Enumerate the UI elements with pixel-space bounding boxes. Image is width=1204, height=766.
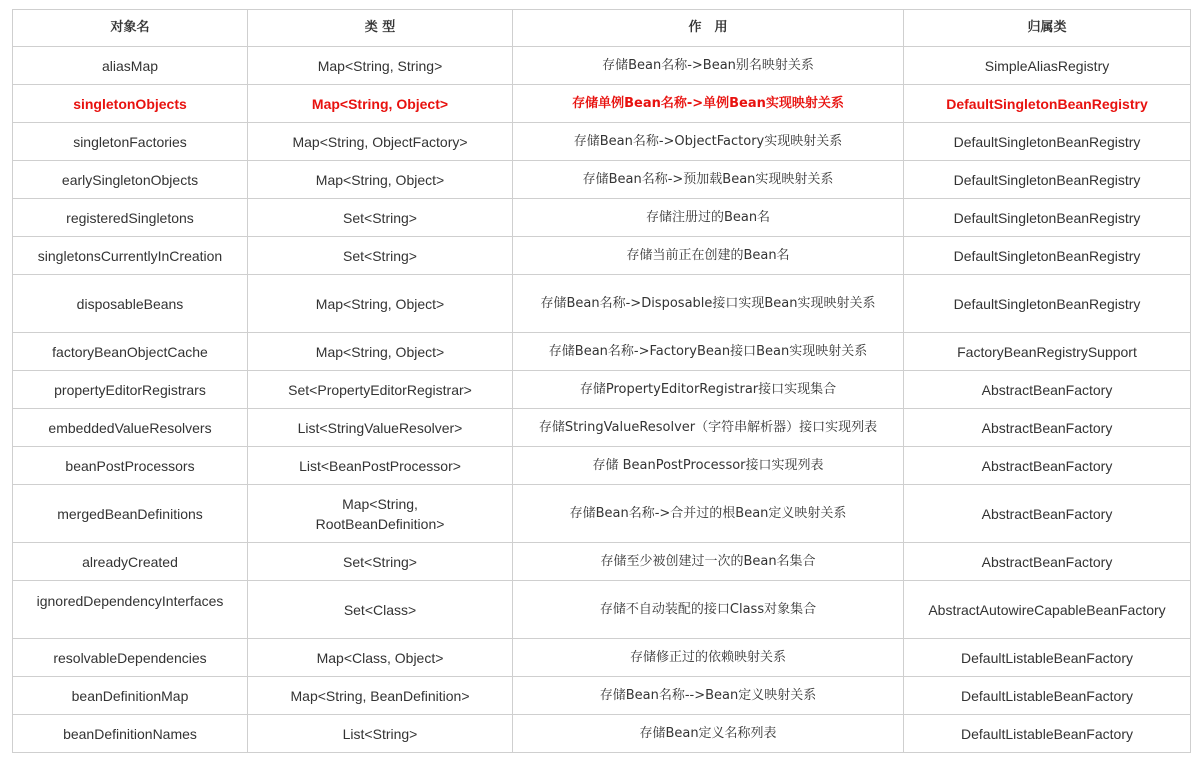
table-row	[13, 123, 1191, 161]
cell-type	[248, 447, 513, 485]
table-row	[13, 715, 1191, 753]
cell-object-name	[13, 275, 248, 333]
cell-type	[248, 677, 513, 715]
cell-owner-class-text: AbstractBeanFactory	[981, 505, 1113, 522]
table-row	[13, 447, 1191, 485]
cell-type	[248, 333, 513, 371]
cell-owner-class-text: DefaultSingletonBeanRegistry	[946, 95, 1148, 112]
cell-object-name	[13, 543, 248, 581]
cell-owner-class	[904, 237, 1191, 275]
cell-owner-class-text: AbstractBeanFactory	[981, 381, 1113, 398]
cell-type	[248, 237, 513, 275]
cell-owner-class-text: DefaultListableBeanFactory	[961, 649, 1133, 666]
cell-purpose	[513, 485, 904, 543]
table-row	[13, 161, 1191, 199]
cell-object-name	[13, 333, 248, 371]
cell-purpose-text: 存储Bean名称->合并过的根Bean定义映射关系	[569, 505, 847, 521]
table-row	[13, 371, 1191, 409]
header-row	[13, 10, 1191, 47]
cell-owner-class	[904, 47, 1191, 85]
cell-object-name-text: singletonFactories	[73, 133, 187, 150]
cell-owner-class-text: FactoryBeanRegistrySupport	[957, 343, 1137, 360]
cell-owner-class	[904, 581, 1191, 639]
cell-type	[248, 371, 513, 409]
cell-type-text: Set<Class>	[343, 601, 417, 618]
cell-purpose	[513, 161, 904, 199]
cell-object-name	[13, 447, 248, 485]
cell-owner-class-text: AbstractBeanFactory	[981, 457, 1113, 474]
cell-object-name	[13, 237, 248, 275]
cell-owner-class	[904, 85, 1191, 123]
cell-type-text: Map<String, Object>	[315, 295, 445, 312]
table-row	[13, 485, 1191, 543]
cell-type-text: Set<String>	[343, 553, 417, 570]
cell-type	[248, 715, 513, 753]
cell-owner-class-text: DefaultSingletonBeanRegistry	[953, 247, 1141, 264]
cell-owner-class-text: AbstractBeanFactory	[981, 419, 1113, 436]
cell-type	[248, 123, 513, 161]
cell-owner-class	[904, 409, 1191, 447]
cell-type	[248, 199, 513, 237]
cell-owner-class-text: DefaultSingletonBeanRegistry	[953, 295, 1141, 312]
cell-owner-class	[904, 639, 1191, 677]
cell-type	[248, 47, 513, 85]
cell-type-text: List<BeanPostProcessor>	[299, 457, 461, 474]
table-body	[13, 47, 1191, 753]
table-row	[13, 237, 1191, 275]
cell-purpose	[513, 123, 904, 161]
cell-purpose	[513, 237, 904, 275]
table-row	[13, 409, 1191, 447]
cell-purpose-text: 存储Bean名称->ObjectFactory实现映射关系	[573, 133, 843, 149]
cell-type	[248, 581, 513, 639]
table-row	[13, 639, 1191, 677]
cell-type-text: Map<String, BeanDefinition>	[290, 687, 470, 704]
cell-purpose-text: 存储Bean名称-->Bean定义映射关系	[599, 687, 817, 703]
cell-purpose	[513, 333, 904, 371]
cell-purpose-text: 存储Bean名称->FactoryBean接口Bean实现映射关系	[548, 343, 868, 359]
cell-owner-class	[904, 371, 1191, 409]
cell-purpose-text: 存储至少被创建过一次的Bean名集合	[600, 553, 816, 569]
cell-purpose-text: 存储PropertyEditorRegistrar接口实现集合	[579, 381, 837, 397]
cell-object-name-text: beanDefinitionMap	[71, 687, 189, 704]
table-row	[13, 581, 1191, 639]
cell-owner-class	[904, 333, 1191, 371]
cell-owner-class-text: DefaultListableBeanFactory	[961, 687, 1133, 704]
cell-object-name-text: beanPostProcessors	[65, 457, 195, 474]
header-type: 类 型	[248, 10, 513, 47]
cell-object-name-text: singletonsCurrentlyInCreation	[37, 247, 223, 264]
cell-object-name	[13, 715, 248, 753]
cell-object-name-text: singletonObjects	[73, 95, 187, 112]
cell-type-text: List<String>	[342, 725, 418, 742]
cell-object-name	[13, 677, 248, 715]
cell-object-name-text: factoryBeanObjectCache	[52, 343, 208, 360]
table-row	[13, 543, 1191, 581]
cell-type	[248, 485, 513, 543]
cell-purpose	[513, 47, 904, 85]
cell-object-name	[13, 371, 248, 409]
cell-type-text: Map<String, Object>	[311, 95, 449, 112]
cell-purpose	[513, 447, 904, 485]
cell-owner-class	[904, 199, 1191, 237]
cell-object-name-text: resolvableDependencies	[53, 649, 207, 666]
cell-owner-class	[904, 161, 1191, 199]
cell-purpose-text: 存储修正过的依赖映射关系	[629, 649, 786, 665]
cell-object-name	[13, 85, 248, 123]
cell-object-name-text: alreadyCreated	[82, 553, 178, 570]
cell-object-name-text: registeredSingletons	[66, 209, 194, 226]
cell-owner-class-text: AbstractBeanFactory	[981, 553, 1113, 570]
cell-object-name-text: beanDefinitionNames	[63, 725, 197, 742]
cell-object-name-text: mergedBeanDefinitions	[57, 505, 203, 522]
table-row	[13, 47, 1191, 85]
cell-type-text: List<StringValueResolver>	[297, 419, 463, 436]
cell-type-text: Map<String, RootBeanDefinition>	[315, 495, 445, 532]
cell-object-name	[13, 47, 248, 85]
cell-owner-class	[904, 447, 1191, 485]
cell-object-name-text: embeddedValueResolvers	[48, 419, 212, 436]
cell-type-text: Set<PropertyEditorRegistrar>	[288, 381, 472, 398]
cell-owner-class-text: AbstractAutowireCapableBeanFactory	[928, 601, 1166, 618]
bean-registry-table	[12, 9, 1191, 753]
cell-owner-class	[904, 715, 1191, 753]
cell-purpose-text: 存储当前正在创建的Bean名	[626, 247, 790, 263]
cell-type-text: Map<String, Object>	[315, 171, 445, 188]
cell-purpose	[513, 409, 904, 447]
cell-type	[248, 409, 513, 447]
cell-type-text: Map<String, ObjectFactory>	[292, 133, 468, 150]
cell-owner-class-text: DefaultListableBeanFactory	[961, 725, 1133, 742]
cell-purpose-text: 存储Bean名称->预加载Bean实现映射关系	[582, 171, 834, 187]
cell-purpose	[513, 543, 904, 581]
table-row	[13, 199, 1191, 237]
cell-type	[248, 639, 513, 677]
cell-object-name	[13, 161, 248, 199]
cell-purpose	[513, 275, 904, 333]
cell-purpose-text: 存储不自动装配的接口Class对象集合	[599, 601, 817, 617]
cell-type-text: Map<Class, Object>	[316, 649, 444, 666]
cell-object-name-text: aliasMap	[101, 57, 159, 74]
cell-type	[248, 161, 513, 199]
cell-object-name	[13, 199, 248, 237]
cell-type	[248, 543, 513, 581]
cell-purpose	[513, 581, 904, 639]
cell-purpose-text: 存储StringValueResolver（字符串解析器）接口实现列表	[538, 419, 878, 435]
cell-owner-class-text: DefaultSingletonBeanRegistry	[953, 171, 1141, 188]
cell-owner-class	[904, 123, 1191, 161]
header-object-name: 对象名	[13, 10, 248, 47]
cell-type-text: Map<String, Object>	[315, 343, 445, 360]
cell-owner-class-text: SimpleAliasRegistry	[984, 57, 1110, 74]
cell-type	[248, 275, 513, 333]
cell-object-name-text: propertyEditorRegistrars	[54, 381, 206, 398]
cell-purpose-text: 存储单例Bean名称->单例Bean实现映射关系	[572, 95, 844, 111]
cell-owner-class-text: DefaultSingletonBeanRegistry	[953, 209, 1141, 226]
cell-type-text: Set<String>	[343, 209, 417, 226]
cell-purpose-text: 存储 BeanPostProcessor接口实现列表	[592, 457, 824, 473]
cell-owner-class	[904, 677, 1191, 715]
table-row	[13, 333, 1191, 371]
cell-purpose	[513, 639, 904, 677]
cell-owner-class	[904, 275, 1191, 333]
cell-purpose-text: 存储注册过的Bean名	[645, 209, 771, 225]
cell-object-name-text: ignoredDependencyInterfaces	[36, 592, 224, 609]
cell-object-name	[13, 123, 248, 161]
cell-type-text: Map<String, String>	[317, 57, 443, 74]
cell-type	[248, 85, 513, 123]
table-row	[13, 677, 1191, 715]
cell-purpose	[513, 715, 904, 753]
cell-purpose	[513, 199, 904, 237]
table-row	[13, 85, 1191, 123]
table-row	[13, 275, 1191, 333]
cell-purpose-text: 存储Bean定义名称列表	[639, 725, 777, 741]
cell-purpose-text: 存储Bean名称->Disposable接口实现Bean实现映射关系	[540, 295, 876, 311]
cell-object-name-text: earlySingletonObjects	[61, 171, 199, 188]
cell-purpose	[513, 85, 904, 123]
cell-type-text: Set<String>	[343, 247, 417, 264]
cell-owner-class	[904, 543, 1191, 581]
cell-object-name	[13, 581, 248, 639]
header-purpose: 作 用	[513, 10, 904, 47]
cell-object-name	[13, 409, 248, 447]
cell-owner-class	[904, 485, 1191, 543]
header-owner-class: 归属类	[904, 10, 1191, 47]
cell-purpose	[513, 677, 904, 715]
cell-owner-class-text: DefaultSingletonBeanRegistry	[953, 133, 1141, 150]
cell-object-name-text: disposableBeans	[76, 295, 184, 312]
cell-purpose-text: 存储Bean名称->Bean别名映射关系	[602, 57, 814, 73]
cell-object-name	[13, 639, 248, 677]
cell-purpose	[513, 371, 904, 409]
cell-object-name	[13, 485, 248, 543]
